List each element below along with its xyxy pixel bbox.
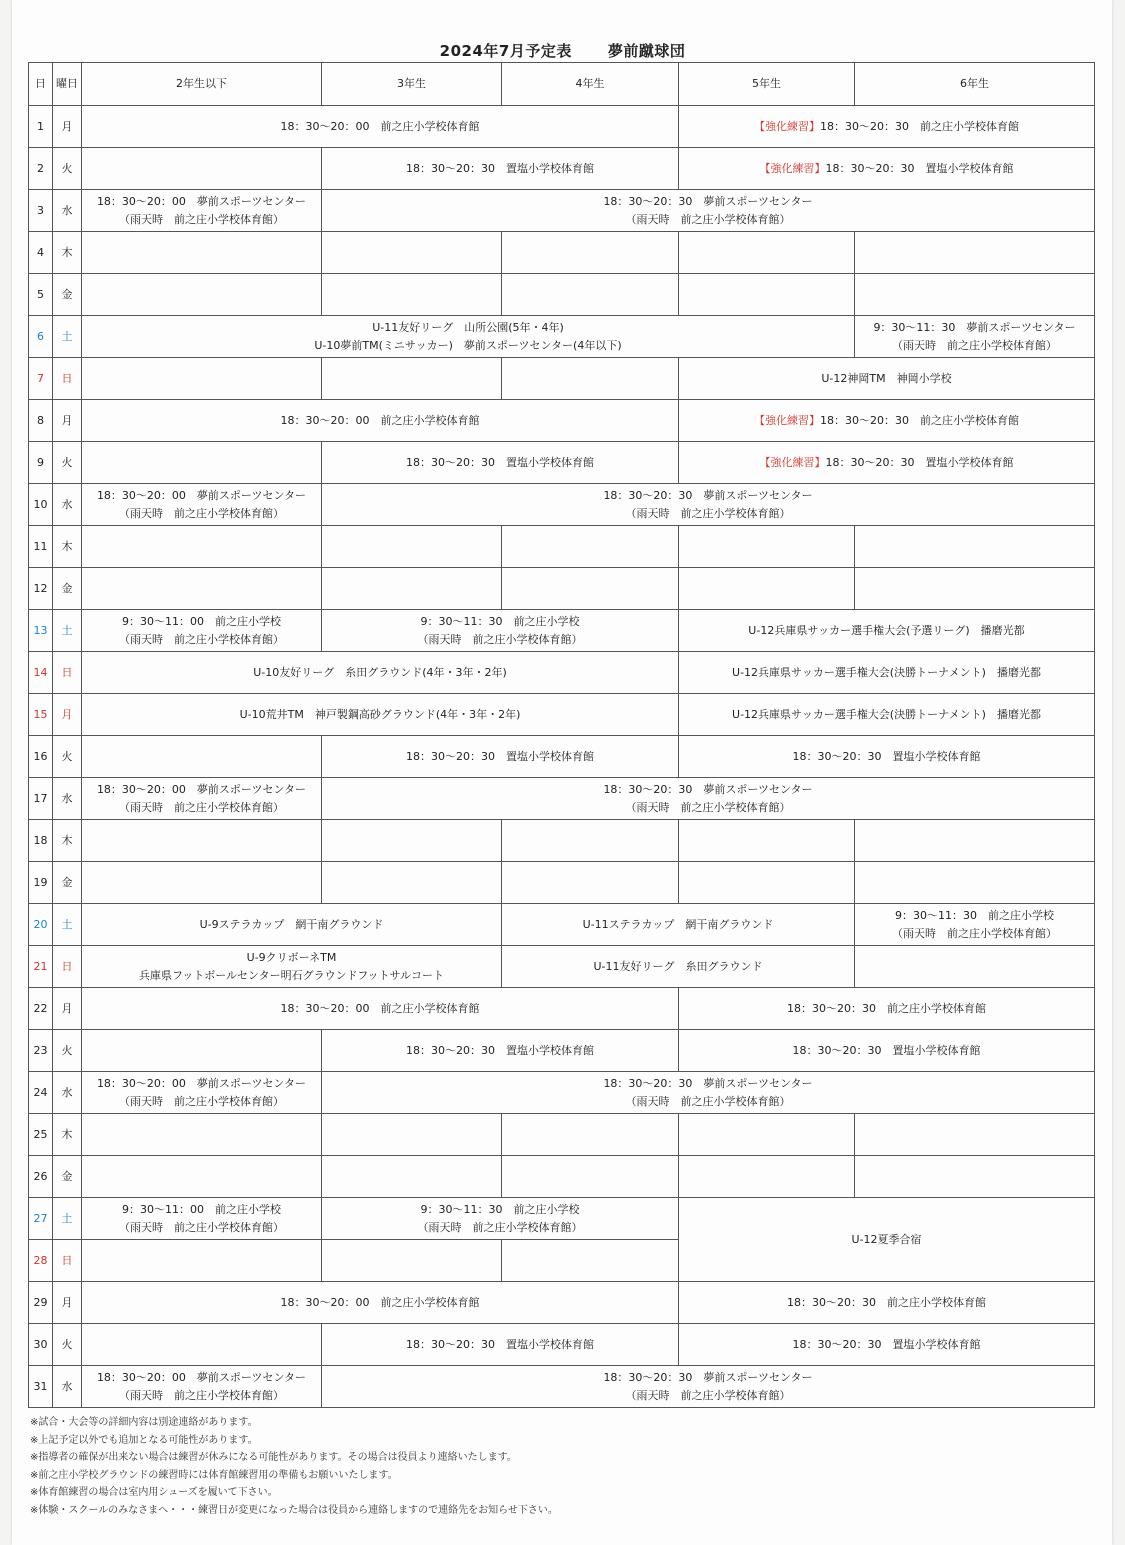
senior-schedule: U-12兵庫県サッカー選手権大会(予選リーグ) 播磨光都 xyxy=(679,610,1095,652)
weekday: 日 xyxy=(53,358,82,400)
day-number: 23 xyxy=(29,1030,53,1072)
junior-schedule: 18：30～20：00 前之庄小学校体育館 xyxy=(82,106,679,148)
junior-schedule: U-9ステラカップ 網干南グラウンド xyxy=(82,904,502,946)
note-line: ※指導者の確保が出来ない場合は練習が休みになる可能性があります。その場合は役員より連絡いたします。 xyxy=(30,1452,517,1463)
table-row xyxy=(29,778,1095,820)
mid-schedule: 9：30～11：30 前之庄小学校 （雨天時 前之庄小学校体育館） xyxy=(322,1198,679,1240)
senior-schedule: 18：30～20：30 前之庄小学校体育館 xyxy=(679,988,1095,1030)
table-row xyxy=(29,1030,1095,1072)
day-number: 6 xyxy=(29,316,53,358)
upper-schedule: 18：30～20：30 夢前スポーツセンター （雨天時 前之庄小学校体育館） xyxy=(322,1366,1095,1408)
weekday: 水 xyxy=(53,1366,82,1408)
day-number: 14 xyxy=(29,652,53,694)
schedule-table xyxy=(28,62,1095,1408)
senior-schedule: 18：30～20：30 置塩小学校体育館 xyxy=(679,1324,1095,1366)
day-number: 29 xyxy=(29,1282,53,1324)
table-row xyxy=(29,568,1095,610)
weekday: 木 xyxy=(53,526,82,568)
grade2-schedule: 9：30～11：00 前之庄小学校 （雨天時 前之庄小学校体育館） xyxy=(82,1198,322,1240)
junior-schedule: U-10荒井TM 神戸製鋼高砂グラウンド(4年・3年・2年) xyxy=(82,694,679,736)
day-number: 4 xyxy=(29,232,53,274)
weekday: 土 xyxy=(53,904,82,946)
table-row xyxy=(29,358,1095,400)
mid-schedule: 18：30～20：30 置塩小学校体育館 xyxy=(322,1030,679,1072)
table-row xyxy=(29,400,1095,442)
junior-schedule: 18：30～20：00 前之庄小学校体育館 xyxy=(82,400,679,442)
weekday: 日 xyxy=(53,652,82,694)
day-number: 8 xyxy=(29,400,53,442)
day-number: 18 xyxy=(29,820,53,862)
weekday: 火 xyxy=(53,148,82,190)
table-row xyxy=(29,946,1095,988)
mid-schedule: 18：30～20：30 置塩小学校体育館 xyxy=(322,148,679,190)
table-row xyxy=(29,274,1095,316)
senior-schedule: 18：30～20：30 置塩小学校体育館 xyxy=(679,1030,1095,1072)
team-name: 夢前蹴球団 xyxy=(607,42,686,60)
day-number: 5 xyxy=(29,274,53,316)
weekday: 金 xyxy=(53,274,82,316)
table-row xyxy=(29,652,1095,694)
grade2-schedule: 18：30～20：00 夢前スポーツセンター （雨天時 前之庄小学校体育館） xyxy=(82,484,322,526)
senior-schedule: 18：30～20：30 前之庄小学校体育館 xyxy=(679,1282,1095,1324)
table-row xyxy=(29,106,1095,148)
day-number: 16 xyxy=(29,736,53,778)
day-number: 2 xyxy=(29,148,53,190)
weekday: 月 xyxy=(53,1282,82,1324)
weekday: 月 xyxy=(53,988,82,1030)
junior-schedule: 18：30～20：00 前之庄小学校体育館 xyxy=(82,1282,679,1324)
weekday: 金 xyxy=(53,1156,82,1198)
table-row xyxy=(29,694,1095,736)
day-number: 26 xyxy=(29,1156,53,1198)
junior-schedule: U-9クリボーネTM 兵庫県フットボールセンター明石グラウンドフットサルコート xyxy=(82,946,502,988)
weekday: 木 xyxy=(53,232,82,274)
table-row xyxy=(29,820,1095,862)
day-number: 12 xyxy=(29,568,53,610)
grade6-schedule: 9：30～11：30 夢前スポーツセンター （雨天時 前之庄小学校体育館） xyxy=(855,316,1095,358)
weekday: 木 xyxy=(53,1114,82,1156)
table-row xyxy=(29,904,1095,946)
mid-schedule: 9：30～11：30 前之庄小学校 （雨天時 前之庄小学校体育館） xyxy=(322,610,679,652)
weekday: 水 xyxy=(53,190,82,232)
weekday: 土 xyxy=(53,316,82,358)
note-line: ※前之庄小学校グラウンドの練習時には体育館練習用の準備もお願いいたします。 xyxy=(30,1469,398,1481)
day-number: 9 xyxy=(29,442,53,484)
upper-schedule: 18：30～20：30 夢前スポーツセンター （雨天時 前之庄小学校体育館） xyxy=(322,1072,1095,1114)
header-grade6: 6年生 xyxy=(855,63,1095,106)
table-row xyxy=(29,1156,1095,1198)
day-number: 3 xyxy=(29,190,53,232)
header-day: 日 xyxy=(29,63,53,106)
day-number: 11 xyxy=(29,526,53,568)
table-row xyxy=(29,316,1095,358)
weekday: 火 xyxy=(53,1324,82,1366)
strong-practice-tag: 【強化練習】 xyxy=(754,413,820,427)
day-number: 17 xyxy=(29,778,53,820)
day-number: 24 xyxy=(29,1072,53,1114)
day-number: 22 xyxy=(29,988,53,1030)
weekday: 月 xyxy=(53,694,82,736)
day-number: 31 xyxy=(29,1366,53,1408)
senior-schedule: U-12神岡TM 神岡小学校 xyxy=(679,358,1095,400)
weekday: 水 xyxy=(53,778,82,820)
grade2-schedule: 18：30～20：00 夢前スポーツセンター （雨天時 前之庄小学校体育館） xyxy=(82,778,322,820)
senior-schedule: 【強化練習】18：30～20：30 前之庄小学校体育館 xyxy=(679,106,1095,148)
senior-schedule: 18：30～20：30 置塩小学校体育館 xyxy=(679,736,1095,778)
day-number: 21 xyxy=(29,946,53,988)
weekday: 火 xyxy=(53,442,82,484)
strong-practice-tag: 【強化練習】 xyxy=(754,119,820,133)
grade2-schedule: 9：30～11：00 前之庄小学校 （雨天時 前之庄小学校体育館） xyxy=(82,610,322,652)
day-number: 28 xyxy=(29,1240,53,1282)
weekday: 水 xyxy=(53,484,82,526)
day-number: 10 xyxy=(29,484,53,526)
weekday: 金 xyxy=(53,862,82,904)
mid-schedule: U-11友好リーグ 糸田グラウンド xyxy=(502,946,855,988)
upper-schedule: 18：30～20：30 夢前スポーツセンター （雨天時 前之庄小学校体育館） xyxy=(322,484,1095,526)
table-row xyxy=(29,988,1095,1030)
upper-schedule: 18：30～20：30 夢前スポーツセンター （雨天時 前之庄小学校体育館） xyxy=(322,190,1095,232)
strong-practice-tag: 【強化練習】 xyxy=(759,161,826,175)
table-row xyxy=(29,1282,1095,1324)
table-row xyxy=(29,148,1095,190)
day-number: 25 xyxy=(29,1114,53,1156)
senior-schedule: 【強化練習】18：30～20：30 置塩小学校体育館 xyxy=(679,442,1095,484)
upper-schedule: 18：30～20：30 夢前スポーツセンター （雨天時 前之庄小学校体育館） xyxy=(322,778,1095,820)
senior-schedule: 【強化練習】18：30～20：30 前之庄小学校体育館 xyxy=(679,400,1095,442)
grade2-schedule: 18：30～20：00 夢前スポーツセンター （雨天時 前之庄小学校体育館） xyxy=(82,1366,322,1408)
day-number: 7 xyxy=(29,358,53,400)
table-row xyxy=(29,1198,1095,1240)
header-grade2: 2年生以下 xyxy=(82,63,322,106)
weekday: 日 xyxy=(53,1240,82,1282)
day-number: 30 xyxy=(29,1324,53,1366)
note-line: ※体育館練習の場合は室内用シューズを履いて下さい。 xyxy=(30,1487,278,1498)
day-number: 1 xyxy=(29,106,53,148)
table-row xyxy=(29,862,1095,904)
header-grade3: 3年生 xyxy=(322,63,502,106)
mid-schedule: 18：30～20：30 置塩小学校体育館 xyxy=(322,736,679,778)
header-grade4: 4年生 xyxy=(502,63,679,106)
table-row xyxy=(29,610,1095,652)
header-weekday: 曜日 xyxy=(53,63,82,106)
day-number: 27 xyxy=(29,1198,53,1240)
strong-practice-tag: 【強化練習】 xyxy=(759,455,826,469)
junior-schedule: U-10友好リーグ 糸田グラウンド(4年・3年・2年) xyxy=(82,652,679,694)
table-row xyxy=(29,1072,1095,1114)
grade2-schedule: 18：30～20：00 夢前スポーツセンター （雨天時 前之庄小学校体育館） xyxy=(82,1072,322,1114)
day-number: 13 xyxy=(29,610,53,652)
weekday: 月 xyxy=(53,106,82,148)
mid-schedule: 18：30～20：30 置塩小学校体育館 xyxy=(322,442,679,484)
weekday: 水 xyxy=(53,1072,82,1114)
table-row xyxy=(29,1324,1095,1366)
table-row xyxy=(29,526,1095,568)
day-number: 19 xyxy=(29,862,53,904)
junior-schedule: U-11友好リーグ 山所公園(5年・4年) U-10夢前TM(ミニサッカー) 夢前スポーツセンター(4年以下) xyxy=(82,316,855,358)
weekday: 日 xyxy=(53,946,82,988)
table-row xyxy=(29,1114,1095,1156)
senior-schedule: U-12兵庫県サッカー選手権大会(決勝トーナメント) 播磨光都 xyxy=(679,652,1095,694)
table-row xyxy=(29,1366,1095,1408)
senior-schedule: 【強化練習】18：30～20：30 置塩小学校体育館 xyxy=(679,148,1095,190)
weekday: 月 xyxy=(53,400,82,442)
weekday: 火 xyxy=(53,736,82,778)
weekday: 土 xyxy=(53,610,82,652)
summer-camp: U-12夏季合宿 xyxy=(679,1198,1095,1282)
header-row xyxy=(29,63,1095,106)
note-line: ※試合・大会等の詳細内容は別途連絡があります。 xyxy=(30,1417,258,1428)
senior-schedule: U-12兵庫県サッカー選手権大会(決勝トーナメント) 播磨光都 xyxy=(679,694,1095,736)
header-grade5: 5年生 xyxy=(679,63,855,106)
weekday: 土 xyxy=(53,1198,82,1240)
weekday: 木 xyxy=(53,820,82,862)
day-number: 15 xyxy=(29,694,53,736)
weekday: 火 xyxy=(53,1030,82,1072)
junior-schedule: 18：30～20：00 前之庄小学校体育館 xyxy=(82,988,679,1030)
table-row xyxy=(29,190,1095,232)
grade2-cell xyxy=(82,148,322,190)
table-row xyxy=(29,442,1095,484)
note-line: ※上記予定以外でも追加となる可能性があります。 xyxy=(30,1434,258,1446)
mid-schedule: 18：30～20：30 置塩小学校体育館 xyxy=(322,1324,679,1366)
grade2-schedule: 18：30～20：00 夢前スポーツセンター （雨天時 前之庄小学校体育館） xyxy=(82,190,322,232)
page-title xyxy=(0,40,1125,61)
day-number: 20 xyxy=(29,904,53,946)
mid-schedule: U-11ステラカップ 網干南グラウンド xyxy=(502,904,855,946)
table-row xyxy=(29,484,1095,526)
grade6-schedule: 9：30～11：30 前之庄小学校 （雨天時 前之庄小学校体育館） xyxy=(855,904,1095,946)
notes xyxy=(30,1414,558,1519)
note-line: ※体験・スクールのみなさまへ・・・練習日が変更になった場合は役員から連絡しますので連絡先をお知らせ下さい。 xyxy=(30,1504,558,1516)
table-row xyxy=(29,232,1095,274)
weekday: 金 xyxy=(53,568,82,610)
schedule-title: 2024年7月予定表 xyxy=(439,42,572,60)
table-row xyxy=(29,736,1095,778)
